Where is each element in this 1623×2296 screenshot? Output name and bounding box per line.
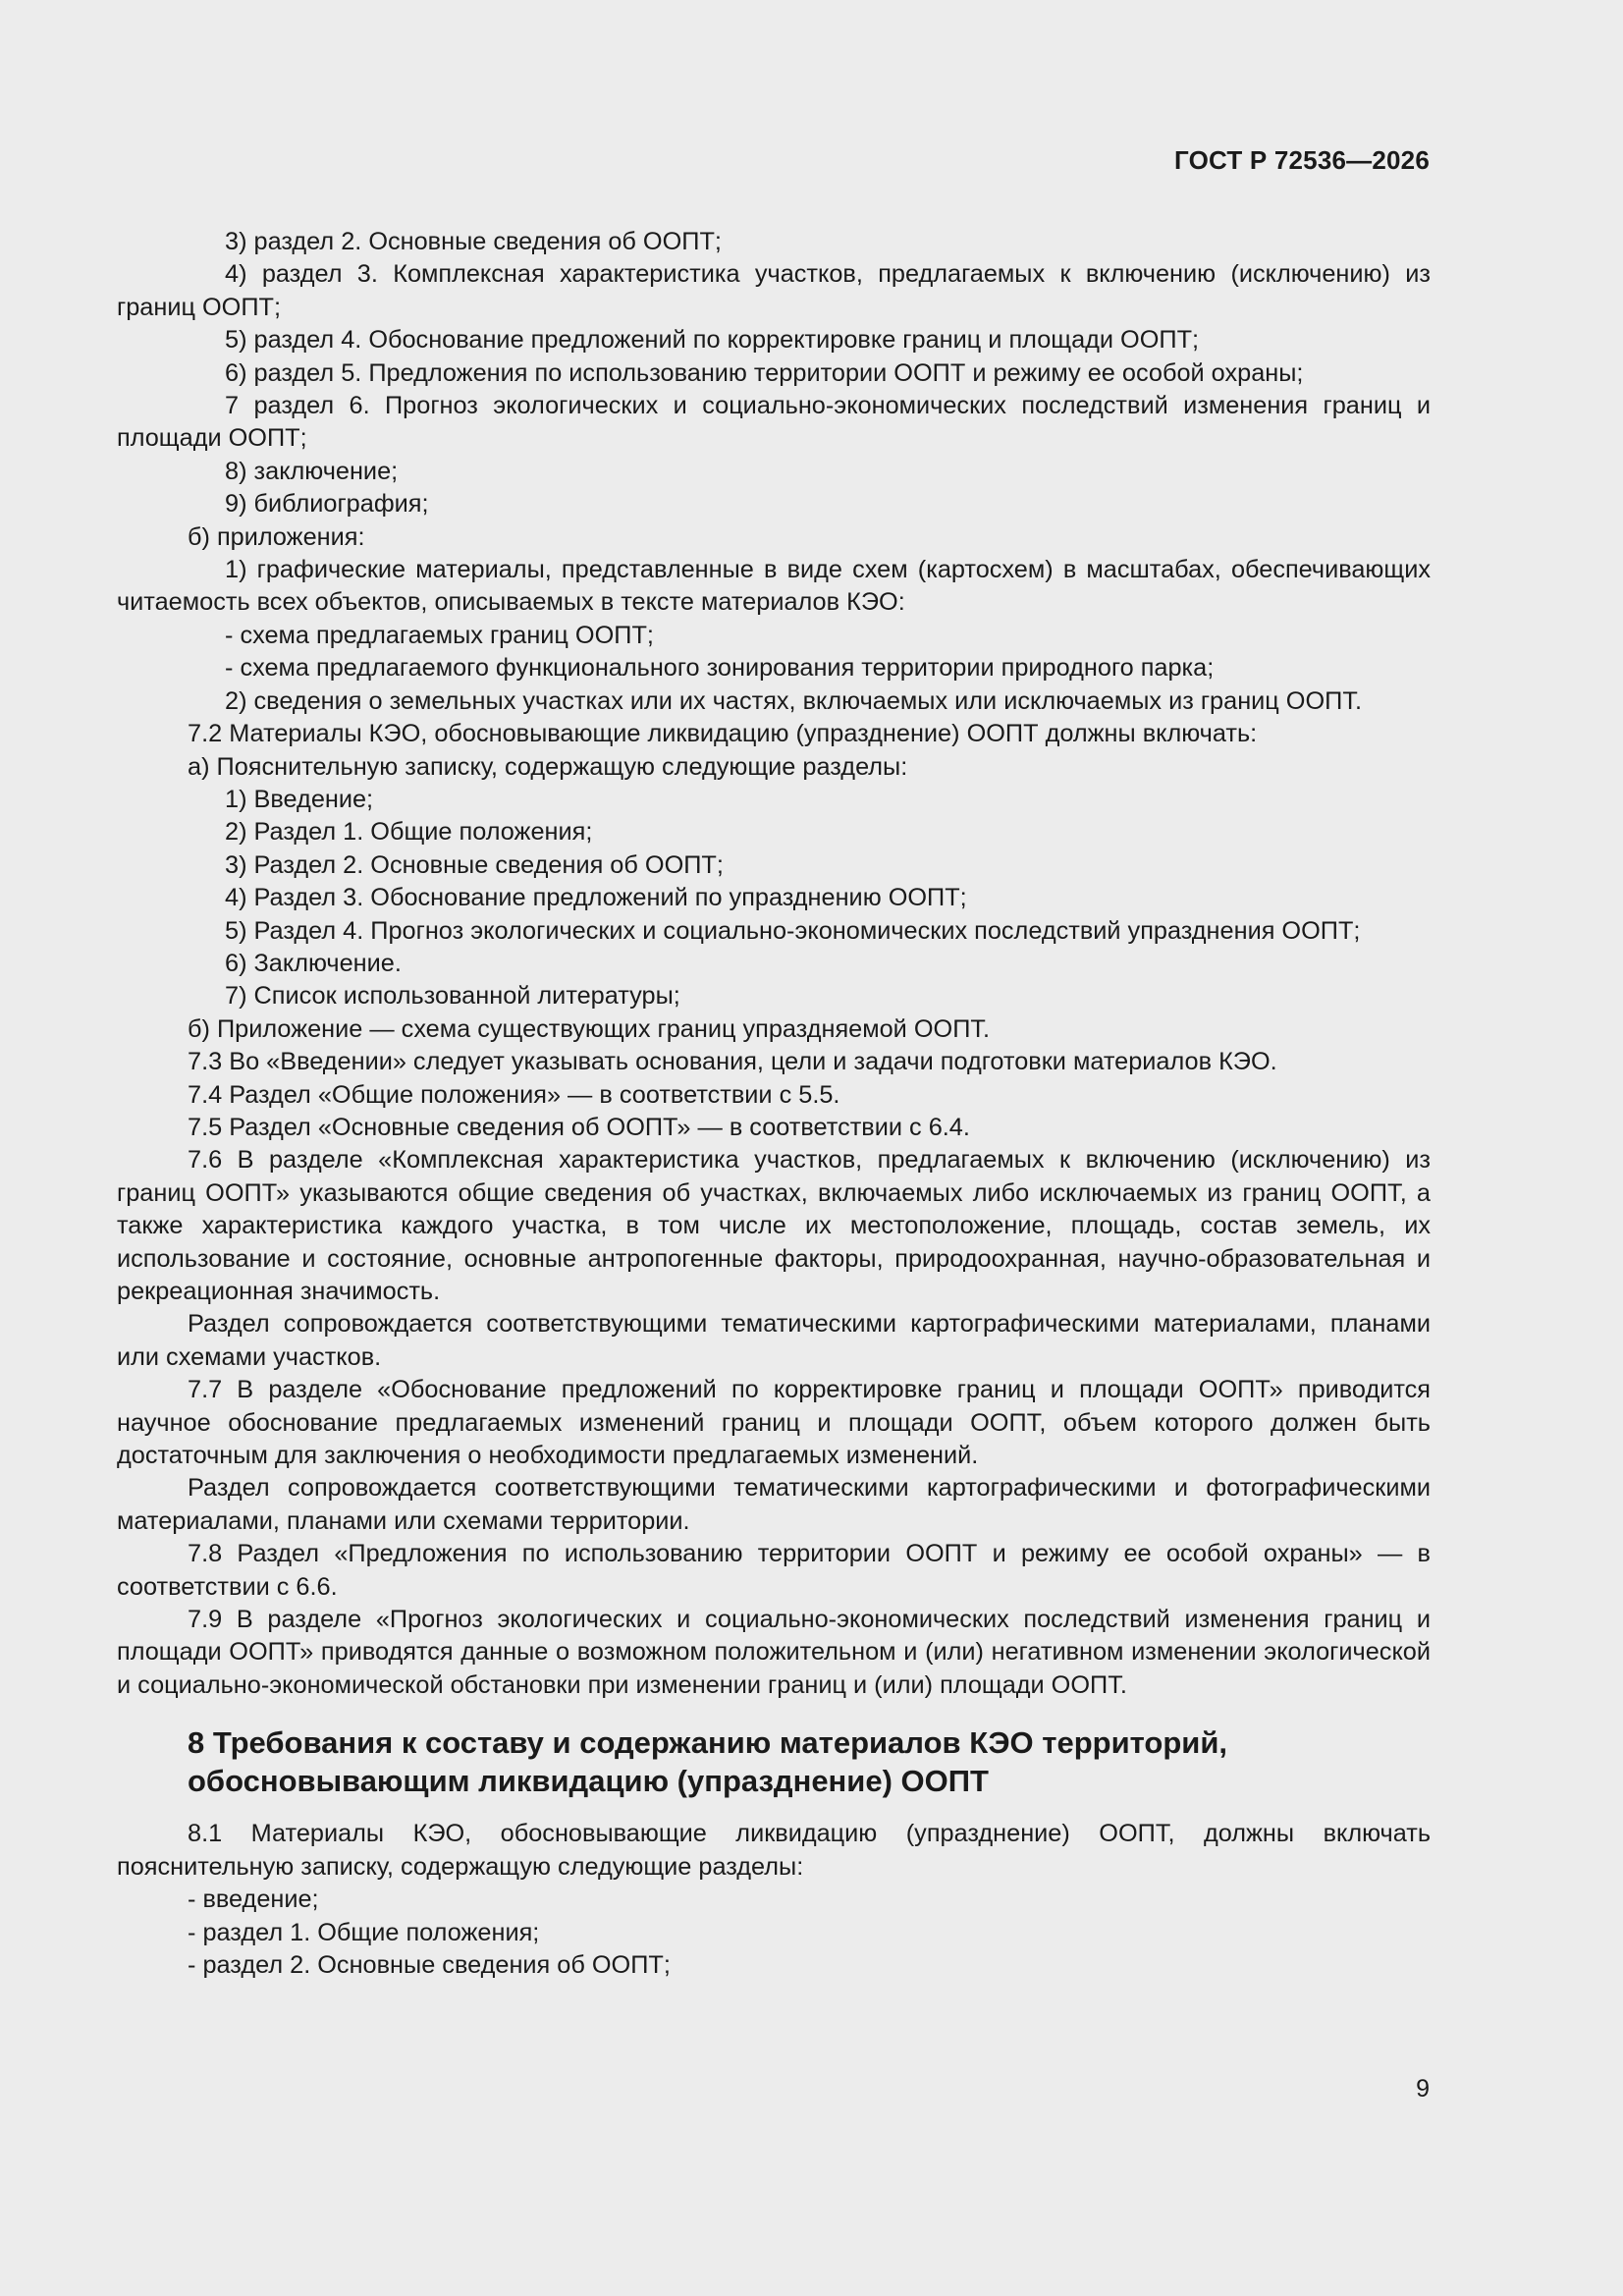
paragraph: - раздел 1. Общие положения; (188, 1918, 540, 1946)
section-8-heading-line-2: обосновывающим ликвидацию (упразднение) ООПТ (188, 1764, 989, 1799)
paragraph: - раздел 2. Основные сведения об ООПТ; (188, 1950, 671, 1979)
paragraph: 5) раздел 4. Обоснование предложений по корректировке границ и площади ООПТ; (225, 326, 1200, 355)
text-block-section-8 (117, 1818, 1431, 1982)
paragraph: а) Пояснительную записку, содержащую следующие разделы: (188, 752, 908, 781)
text-block-section-7 (117, 226, 1431, 1702)
paragraph: 7) Список использованной литературы; (225, 982, 680, 1011)
paragraph: 7.4 Раздел «Общие положения» — в соответствии с 5.5. (188, 1080, 840, 1109)
section-8-heading-line-1: 8 Требования к составу и содержанию материалов КЭО территорий, (188, 1725, 1227, 1761)
paragraph: 7.6 В разделе «Комплексная характеристика участков, предлагаемых к включению (исключению) из границ ООПТ» указываются общие сведения об участках, включаемых либо исключаемых из границ ООПТ, а также характеристика каждого участка, в том числе их местоположение, площадь, состав земель, их использование и состояние, основные антропогенные факторы, природоохранная, научно-образовательная и рекреационная значимость. (117, 1146, 1431, 1305)
paragraph: 7.7 В разделе «Обоснование предложений по корректировке границ и площади ООПТ» приводится научное обоснование предлагаемых изменений границ и площади ООПТ, объем которого должен быть достаточным для заключения о необходимости предлагаемых изменений. (117, 1376, 1431, 1470)
paragraph: 7.9 В разделе «Прогноз экологических и социально-экономических последствий изменения границ и площади ООПТ» приводятся данные о возможном положительном и (или) негативном изменении экологической и социально-экономической обстановки при изменении границ и (или) площади ООПТ. (117, 1606, 1431, 1699)
paragraph: б) Приложение — схема существующих границ упраздняемой ООПТ. (188, 1014, 991, 1043)
paragraph: б) приложения: (188, 522, 365, 551)
paragraph: Раздел сопровождается соответствующими тематическими картографическими и фотографическими материалами, планами или схемами территории. (117, 1474, 1431, 1535)
paragraph: 9) библиография; (225, 490, 429, 519)
paragraph: 7.3 Во «Введении» следует указывать основания, цели и задачи подготовки материалов КЭО. (188, 1048, 1277, 1076)
paragraph: 7.5 Раздел «Основные сведения об ООПТ» — в соответствии с 6.4. (188, 1113, 970, 1141)
paragraph: 8.1 Материалы КЭО, обосновывающие ликвидацию (упразднение) ООПТ, должны включать пояснительную записку, содержащую следующие разделы: (117, 1820, 1431, 1881)
paragraph: - схема предлагаемого функционального зонирования территории природного парка; (225, 654, 1215, 683)
paragraph: 4) Раздел 3. Обоснование предложений по упразднению ООПТ; (225, 884, 967, 912)
paragraph: 7.8 Раздел «Предложения по использованию территории ООПТ и режиму ее особой охраны» — в соответствии с 6.6. (117, 1540, 1431, 1601)
paragraph: 3) Раздел 2. Основные сведения об ООПТ; (225, 850, 724, 879)
paragraph: 2) сведения о земельных участках или их частях, включаемых или исключаемых из границ ООПТ. (225, 686, 1363, 715)
paragraph: 2) Раздел 1. Общие положения; (225, 818, 593, 847)
document-body (117, 226, 1431, 1982)
paragraph: - схема предлагаемых границ ООПТ; (225, 621, 654, 649)
paragraph: Раздел сопровождается соответствующими тематическими картографическими материалами, планами или схемами участков. (117, 1310, 1431, 1371)
page-number: 9 (1416, 2075, 1430, 2103)
paragraph: - введение; (188, 1886, 319, 1914)
paragraph: 4) раздел 3. Комплексная характеристика участков, предлагаемых к включению (исключению) из границ ООПТ; (117, 260, 1431, 321)
paragraph: 5) Раздел 4. Прогноз экологических и социально-экономических последствий упразднения ООПТ; (225, 916, 1361, 945)
paragraph: 1) графические материалы, представленные в виде схем (картосхем) в масштабах, обеспечивающих читаемость всех объектов, описываемых в тексте материалов КЭО: (117, 556, 1431, 617)
paragraph: 3) раздел 2. Основные сведения об ООПТ; (225, 228, 722, 255)
paragraph: 1) Введение; (225, 785, 374, 813)
paragraph: 8) заключение; (225, 457, 399, 485)
paragraph: 7 раздел 6. Прогноз экологических и социально-экономических последствий изменения границ и площади ООПТ; (117, 392, 1431, 453)
document-code: ГОСТ Р 72536—2026 (1174, 145, 1430, 175)
paragraph: 6) раздел 5. Предложения по использованию территории ООПТ и режиму ее особой охраны; (225, 358, 1304, 387)
paragraph: 6) Заключение. (225, 949, 402, 977)
section-8-heading (117, 1723, 1431, 1800)
paragraph: 7.2 Материалы КЭО, обосновывающие ликвидацию (упразднение) ООПТ должны включать: (188, 720, 1258, 748)
